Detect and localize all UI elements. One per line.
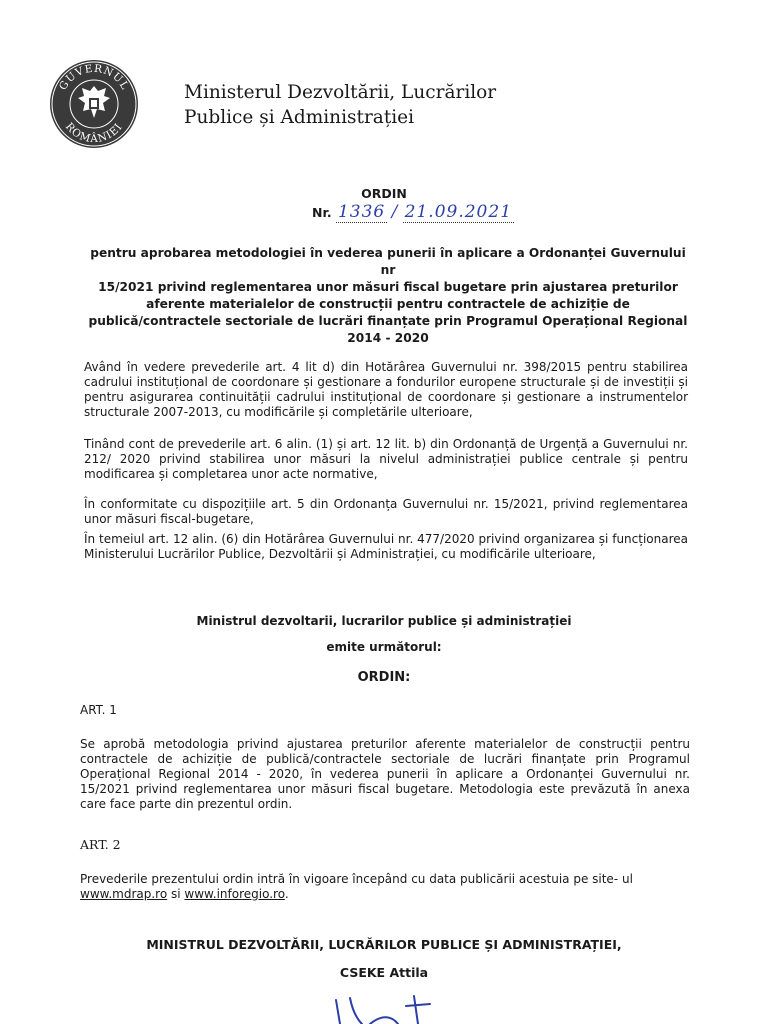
nr-label: Nr. (312, 205, 332, 220)
preamble-paragraph-1: Având în vedere prevederile art. 4 lit d) din Hotărârea Guvernului nr. 398/2015 pentru stabilirea cadrului instituțional de coordonare și gestionare a fondurilor europene structurale și de investiții și pentru asigurarea continuității cadrului instituțional de coordonare și gestionare a instrumentelor structurale 2007-2013, cu modificările și completările ulterioare, (84, 360, 688, 419)
link-joiner: si (167, 887, 185, 901)
order-number-handwritten: 1336 (337, 202, 386, 222)
minister-name: CSEKE Attila (339, 965, 429, 980)
preamble-paragraph-4: În temeiul art. 12 alin. (6) din Hotărârea Guvernului nr. 477/2020 privind organizarea și funcționarea Ministerului Lucrărilor Publice, Dezvoltării și Administrației, cu modificările ulterioare, (84, 532, 688, 561)
signature-icon (322, 994, 452, 1024)
link-inforegio[interactable]: www.inforegio.ro (184, 887, 285, 901)
article-2-text (80, 872, 690, 902)
ministry-line-2: Publice și Administrației (184, 107, 415, 128)
article-2-label: ART. 2 (80, 837, 121, 852)
preamble-paragraph-2: Tinând cont de prevederile art. 6 alin. (1) și art. 12 lit. b) din Ordonanță de Urgență a Guvernului nr. 212/ 2020 privind stabilirea unor măsuri la nivelul administrației publice centrale și pentru modificarea și completarea unor acte normative, (84, 437, 688, 481)
government-seal-icon (48, 58, 140, 150)
link-mdrap[interactable]: www.mdrap.ro (80, 887, 168, 901)
preamble-paragraph-3: În conformitate cu dispozițiile art. 5 din Ordonanța Guvernului nr. 15/2021, privind reglementarea unor măsuri fiscal-bugetare, (84, 497, 688, 526)
order-number-separator: / (391, 202, 399, 222)
order-number-line (312, 202, 514, 223)
issuer-line: Ministrul dezvoltarii, lucrarilor publice și administrației (196, 614, 572, 628)
order-subject (84, 245, 692, 347)
article-2-text-after: . (284, 887, 289, 901)
subject-line: 2014 - 2020 (347, 331, 429, 345)
ministry-heading (184, 80, 496, 130)
ministry-line-1: Ministerul Dezvoltării, Lucrărilor (184, 82, 497, 103)
subject-line: aferente materialelor de construcții pentru contractele de achiziție de (146, 297, 630, 311)
order-heading: ORDIN: (357, 670, 411, 685)
seal-text-top: GUVERNUL (56, 62, 132, 93)
order-date-handwritten: 21.09.2021 (404, 202, 513, 222)
seal-text-bottom: ROMÂNIEI (62, 120, 126, 146)
minister-title: MINISTRUL DEZVOLTĂRII, LUCRĂRILOR PUBLICE ȘI ADMINISTRAȚIEI, (146, 937, 622, 952)
subject-line: publică/contractele sectoriale de lucrări finanțate prin Programul Operațional Regional (88, 314, 688, 328)
article-1-label: ART. 1 (80, 703, 117, 717)
order-title: ORDIN (361, 186, 407, 201)
emite-line: emite următorul: (326, 640, 442, 654)
article-1-text: Se aprobă metodologia privind ajustarea preturilor aferente materialelor de construcții pentru contractele de achiziție de publică/contractele sectoriale de lucrări finanțate prin Programul Operațional Regional 2014 - 2020, în vederea punerii în aplicare a Ordonanței Guvernului nr. 15/2021 privind reglementarea unor măsuri fiscal bugetare. Metodologia este prevăzută în anexa care face parte din prezentul ordin. (80, 737, 690, 811)
subject-line: 15/2021 privind reglementarea unor măsuri fiscal bugetare prin ajustarea preturilor (98, 280, 678, 294)
article-2-text-before: Prevederile prezentului ordin intră în vigoare începând cu data publicării acestuia pe site- ul (80, 872, 633, 886)
subject-line: pentru aprobarea metodologiei în vederea punerii în aplicare a Ordonanței Guvernului nr (90, 246, 686, 277)
